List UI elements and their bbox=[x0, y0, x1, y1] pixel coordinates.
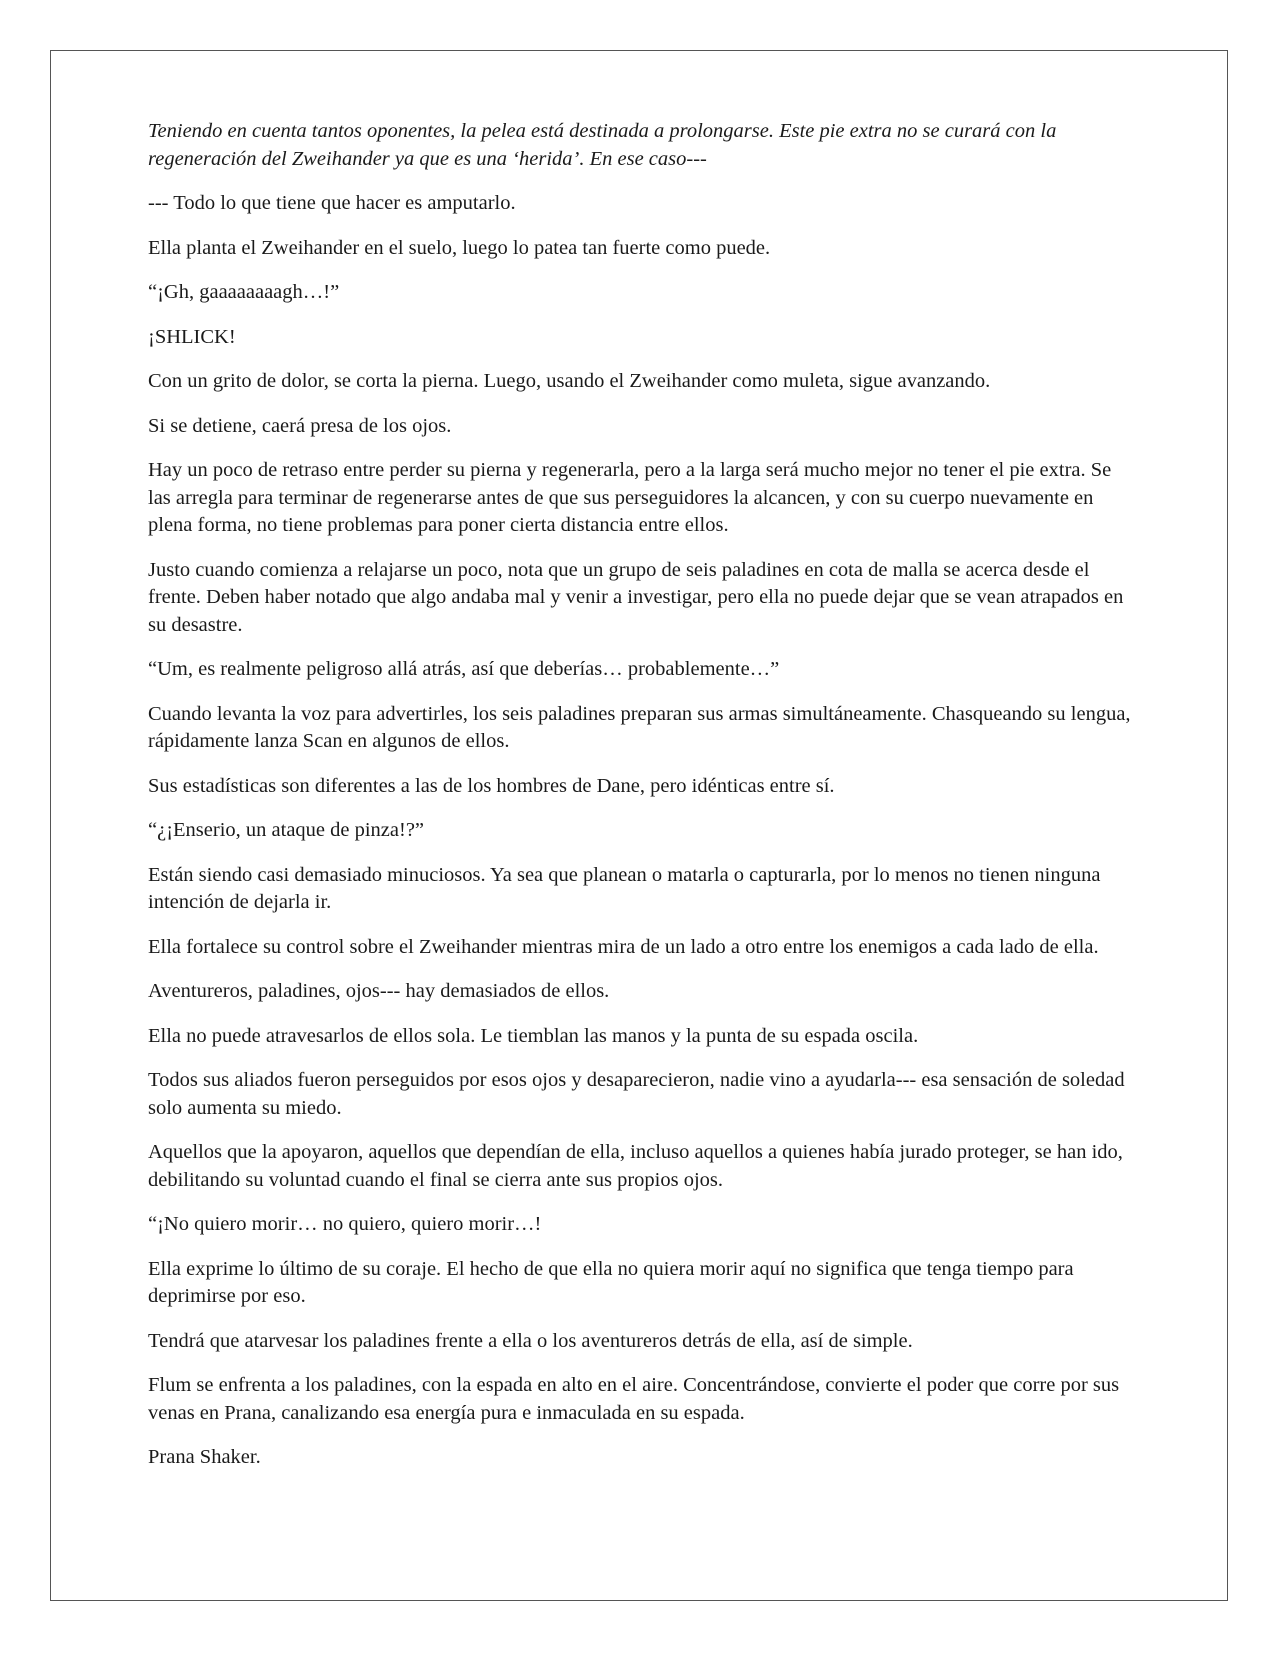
paragraph-24: Prana Shaker. bbox=[148, 1446, 261, 1468]
paragraph-10: “Um, es realmente peligroso allá atrás, así que deberías… probablemente…” bbox=[148, 658, 780, 680]
paragraph-9: Justo cuando comienza a relajarse un poco, nota que un grupo de seis paladines en cota de malla se acerca desde el frente. Deben haber notado que algo andaba mal y venir a investigar, pero ella no puede dejar que se vean atrapados en su desastre. bbox=[148, 558, 1124, 636]
document-body bbox=[148, 118, 1138, 1489]
paragraph-18: Todos sus aliados fueron perseguidos por esos ojos y desaparecieron, nadie vino a ayudarla--- esa sensación de soledad solo aumenta su miedo. bbox=[148, 1069, 1125, 1119]
paragraph-21: Ella exprime lo último de su coraje. El hecho de que ella no quiera morir aquí no significa que tenga tiempo para deprimirse por eso. bbox=[148, 1257, 1074, 1307]
paragraph-6: Con un grito de dolor, se corta la pierna. Luego, usando el Zweihander como muleta, sigue avanzando. bbox=[148, 370, 991, 392]
paragraph-7: Si se detiene, caerá presa de los ojos. bbox=[148, 414, 452, 437]
paragraph-12: Sus estadísticas son diferentes a las de los hombres de Dane, pero idénticas entre sí. bbox=[148, 774, 835, 797]
paragraph-8: Hay un poco de retraso entre perder su pierna y regenerarla, pero a la larga será mucho mejor no tener el pie extra. Se las arregla para terminar de regenerarse antes de que sus perseguidores la alcancen, y con su cuerpo nuevamente en plena forma, no tiene problemas para poner cierta distancia entre ellos. bbox=[148, 459, 1112, 536]
paragraph-2: --- Todo lo que tiene que hacer es amputarlo. bbox=[148, 192, 516, 214]
paragraph-1: Teniendo en cuenta tantos oponentes, la pelea está destinada a prolongarse. Este pie extra no se curará con la regeneración del Zweihander ya que es una ‘herida’. En ese caso--- bbox=[148, 120, 1057, 170]
paragraph-19: Aquellos que la apoyaron, aquellos que dependían de ella, incluso aquellos a quienes había jurado proteger, se han ido, debilitando su voluntad cuando el final se cierra ante sus propios ojos. bbox=[148, 1141, 1123, 1191]
paragraph-11: Cuando levanta la voz para advertirles, los seis paladines preparan sus armas simultáneamente. Chasqueando su lengua, rápidamente lanza Scan en algunos de ellos. bbox=[148, 702, 1131, 752]
paragraph-5: ¡SHLICK! bbox=[148, 325, 236, 348]
paragraph-3: Ella planta el Zweihander en el suelo, luego lo patea tan fuerte como puede. bbox=[148, 236, 771, 259]
paragraph-16: Aventureros, paladines, ojos--- hay demasiados de ellos. bbox=[148, 980, 610, 1002]
paragraph-4: “¡Gh, gaaaaaaaagh…!” bbox=[148, 281, 340, 303]
paragraph-20: “¡No quiero morir… no quiero, quiero morir…! bbox=[148, 1213, 542, 1235]
paragraph-17: Ella no puede atravesarlos de ellos sola. Le tiemblan las manos y la punta de su espada oscila. bbox=[148, 1024, 919, 1047]
paragraph-14: Están siendo casi demasiado minuciosos. Ya sea que planean o matarla o capturarla, por lo menos no tienen ninguna intención de dejarla ir. bbox=[148, 863, 1101, 913]
paragraph-22: Tendrá que atarvesar los paladines frente a ella o los aventureros detrás de ella, así de simple. bbox=[148, 1329, 913, 1352]
paragraph-15: Ella fortalece su control sobre el Zweihander mientras mira de un lado a otro entre los enemigos a cada lado de ella. bbox=[148, 935, 1099, 958]
paragraph-13: “¿¡Enserio, un ataque de pinza!?” bbox=[148, 819, 425, 841]
paragraph-23: Flum se enfrenta a los paladines, con la espada en alto en el aire. Concentrándose, convierte el poder que corre por sus venas en Prana, canalizando esa energía pura e inmaculada en su espada. bbox=[148, 1374, 1120, 1424]
